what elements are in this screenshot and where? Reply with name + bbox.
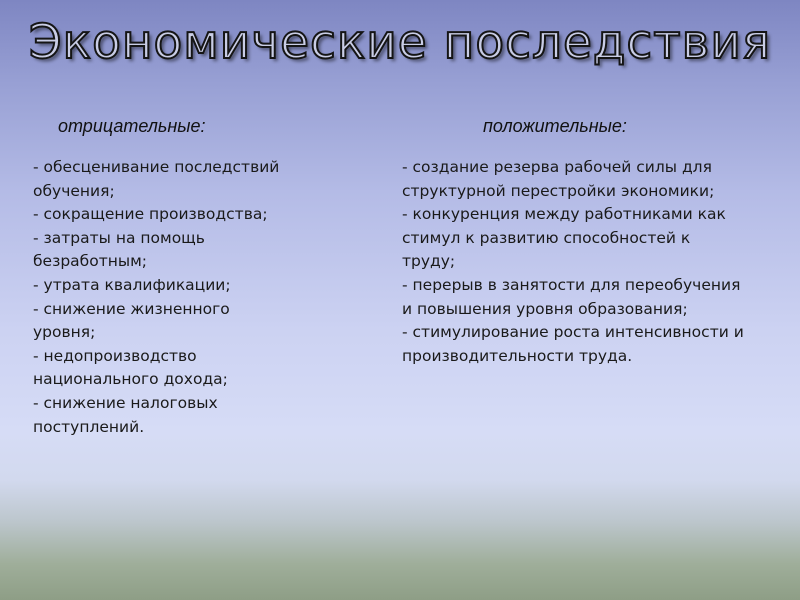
positive-heading: положительные: [483,116,627,136]
positive-consequences-list: - создание резерва рабочей силы для структурной перестройки экономики; - конкуренция между работниками как стимул к развитию способностей к труду; - перерыв в занятости для переобучения и повышения уровня образования; - стимулирование роста интенсивности и производительности труда. [402,158,744,365]
negative-consequences-list: - обесценивание последствий обучения; - сокращение производства; - затраты на помощь безработным; - утрата квалификации; - снижение жизненного уровня; - недопроизводство национального дохода; - снижение налоговых поступлений. [33,158,280,436]
negative-heading: отрицательные: [58,116,206,136]
slide-title: Экономические последствия [28,15,772,70]
